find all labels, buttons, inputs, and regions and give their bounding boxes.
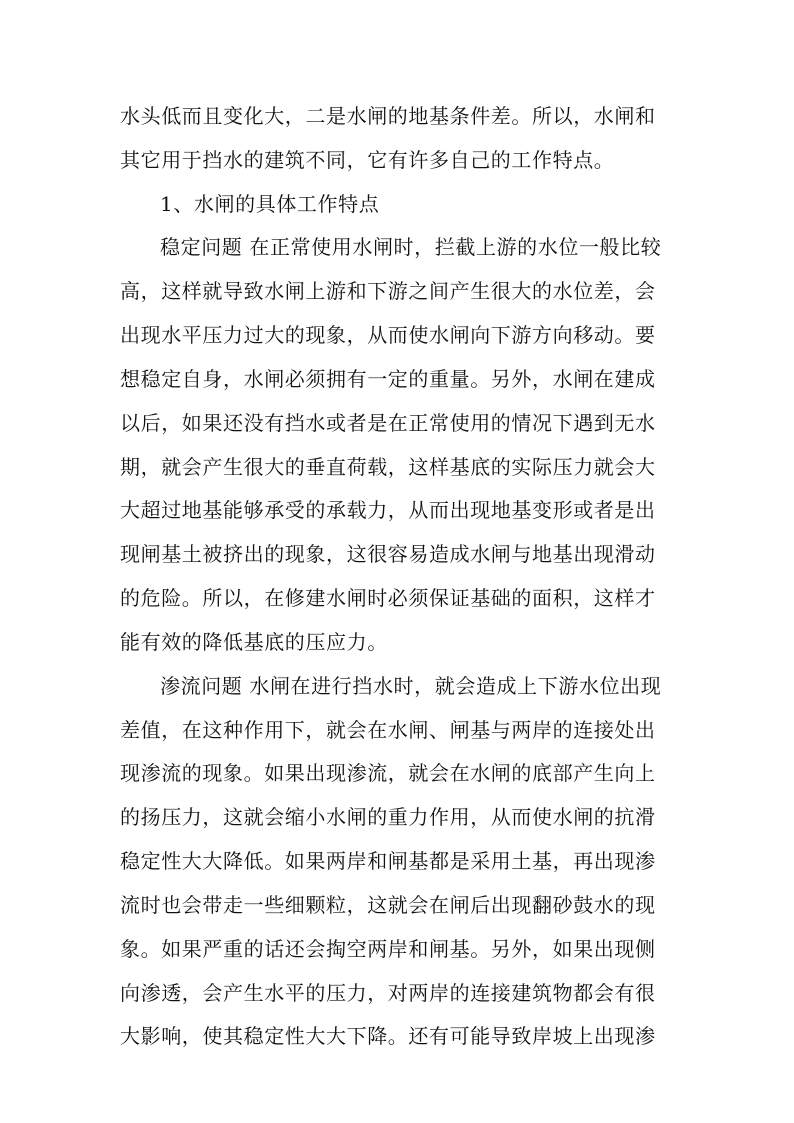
text-line: 能有效的降低基底的压应力。 bbox=[120, 630, 388, 654]
text-line: 差值，在这种作用下，就会在水闸、闸基与两岸的连接处出 bbox=[120, 718, 656, 742]
text-line: 流时也会带走一些细颗粒，这就会在闸后出现翻砂鼓水的现 bbox=[120, 893, 656, 917]
text-line: 其它用于挡水的建筑不同，它有许多自己的工作特点。 bbox=[120, 148, 615, 172]
paragraph-first-line: 稳定问题 在正常使用水闸时，拦截上游的水位一般比较 bbox=[160, 235, 662, 259]
text-line: 的危险。所以，在修建水闸时必须保证基础的面积，这样才 bbox=[120, 586, 656, 610]
text-line: 现闸基土被挤出的现象，这很容易造成水闸与地基出现滑动 bbox=[120, 542, 656, 566]
text-line: 出现水平压力过大的现象，从而使水闸向下游方向移动。要 bbox=[120, 323, 656, 347]
text-line: 大影响，使其稳定性大大下降。还有可能导致岸坡上出现渗 bbox=[120, 1024, 656, 1048]
paragraph-first-line: 渗流问题 水闸在进行挡水时，就会造成上下游水位出现 bbox=[160, 674, 662, 698]
text-line: 以后，如果还没有挡水或者是在正常使用的情况下遇到无水 bbox=[120, 411, 656, 435]
text-line: 稳定性大大降低。如果两岸和闸基都是采用土基，再出现渗 bbox=[120, 849, 656, 873]
text-line: 象。如果严重的话还会掏空两岸和闸基。另外，如果出现侧 bbox=[120, 937, 656, 961]
text-line: 的扬压力，这就会缩小水闸的重力作用，从而使水闸的抗滑 bbox=[120, 805, 656, 829]
text-line: 大超过地基能够承受的承载力，从而出现地基变形或者是出 bbox=[120, 498, 656, 522]
text-line: 向渗透，会产生水平的压力，对两岸的连接建筑物都会有很 bbox=[120, 981, 656, 1005]
text-line: 想稳定自身，水闸必须拥有一定的重量。另外，水闸在建成 bbox=[120, 367, 656, 391]
text-line: 高，这样就导致水闸上游和下游之间产生很大的水位差，会 bbox=[120, 279, 656, 303]
section-heading: 1、水闸的具体工作特点 bbox=[160, 192, 380, 216]
text-line: 现渗流的现象。如果出现渗流，就会在水闸的底部产生向上 bbox=[120, 761, 656, 785]
text-line: 水头低而且变化大，二是水闸的地基条件差。所以，水闸和 bbox=[120, 104, 656, 128]
text-line: 期，就会产生很大的垂直荷载，这样基底的实际压力就会大 bbox=[120, 455, 656, 479]
